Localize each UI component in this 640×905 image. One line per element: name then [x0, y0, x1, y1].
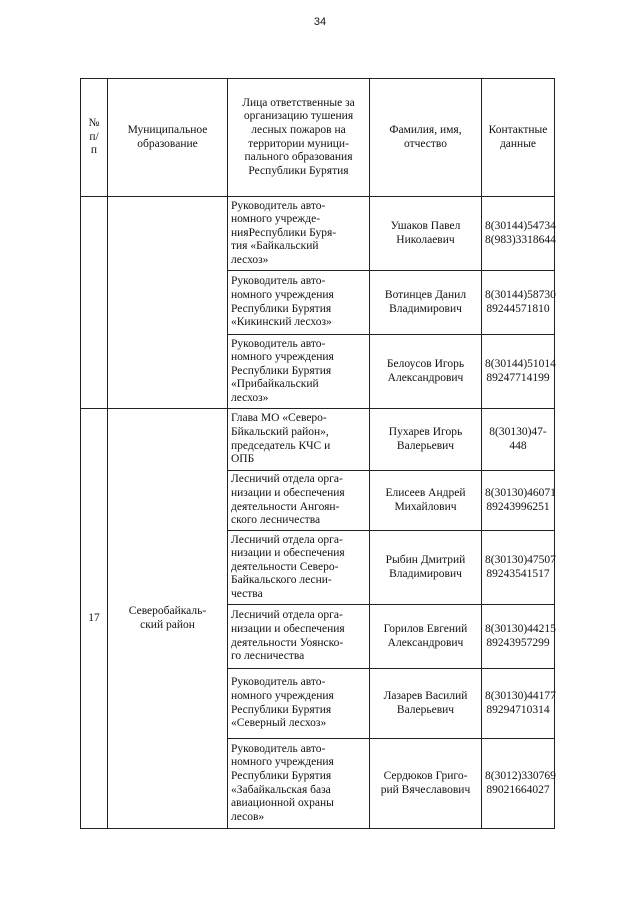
table-row [81, 409, 555, 471]
position-cell: Руководитель авто- номного учреждения Республики Бурятия «Кикинский лесхоз» [228, 271, 370, 335]
contacts-cell: 8(30130)47507 89243541517 [482, 531, 555, 605]
position-cell: Руководитель авто- номного учрежде- нияРеспублики Буря- тия «Байкальский лесхоз» [228, 197, 370, 271]
header-responsible: Лица ответственные за организацию тушения лесных пожаров на территории муници- пального образования Республики Бурятия [228, 79, 370, 197]
contacts-cell: 8(30130)44215 89243957299 [482, 605, 555, 669]
contacts-cell: 8(30144)51014 89247714199 [482, 335, 555, 409]
name-cell: Лазарев Василий Валерьевич [370, 669, 482, 739]
header-municipality: Муниципальное образование [108, 79, 228, 197]
empty-municipality-cell [108, 197, 228, 409]
table-header-row [81, 79, 555, 197]
contacts-cell: 8(30130)47- 448 [482, 409, 555, 471]
header-name: Фамилия, имя, отчество [370, 79, 482, 197]
name-cell: Ушаков Павел Николаевич [370, 197, 482, 271]
group-num-cell: 17 [81, 409, 108, 829]
position-cell: Руководитель авто- номного учреждения Республики Бурятия «Прибайкальский лесхоз» [228, 335, 370, 409]
position-cell: Лесничий отдела орга- низации и обеспечения деятельности Уоянско- го лесничества [228, 605, 370, 669]
name-cell: Белоусов Игорь Александрович [370, 335, 482, 409]
group-municipality-cell: Северобайкаль- ский район [108, 409, 228, 829]
position-cell: Лесничий отдела орга- низации и обеспечения деятельности Ангоян- ского лесничества [228, 471, 370, 531]
header-num: № п/ п [81, 79, 108, 197]
contacts-cell: 8(30130)46071 89243996251 [482, 471, 555, 531]
name-cell: Елисеев Андрей Михайлович [370, 471, 482, 531]
name-cell: Рыбин Дмитрий Владимирович [370, 531, 482, 605]
contacts-cell: 8(30130)44177 89294710314 [482, 669, 555, 739]
name-cell: Вотинцев Данил Владимирович [370, 271, 482, 335]
name-cell: Горилов Евгений Александрович [370, 605, 482, 669]
name-cell: Сердюков Григо- рий Вячеславович [370, 739, 482, 829]
header-contacts: Контактные данные [482, 79, 555, 197]
empty-num-cell [81, 197, 108, 409]
position-cell: Руководитель авто- номного учреждения Республики Бурятия «Северный лесхоз» [228, 669, 370, 739]
responsible-persons-table [80, 78, 555, 829]
contacts-cell: 8(3012)330769 89021664027 [482, 739, 555, 829]
page-number: 34 [313, 16, 327, 28]
contacts-cell: 8(30144)54734 8(983)3318644 [482, 197, 555, 271]
contacts-cell: 8(30144)58730 89244571810 [482, 271, 555, 335]
position-cell: Глава МО «Северо- Бйкальский район», председатель КЧС и ОПБ [228, 409, 370, 471]
position-cell: Руководитель авто- номного учреждения Республики Бурятия «Забайкальская база авиационной охраны лесов» [228, 739, 370, 829]
position-cell: Лесничий отдела орга- низации и обеспечения деятельности Северо- Байкальского лесни- чества [228, 531, 370, 605]
table-row [81, 197, 555, 271]
name-cell: Пухарев Игорь Валерьевич [370, 409, 482, 471]
